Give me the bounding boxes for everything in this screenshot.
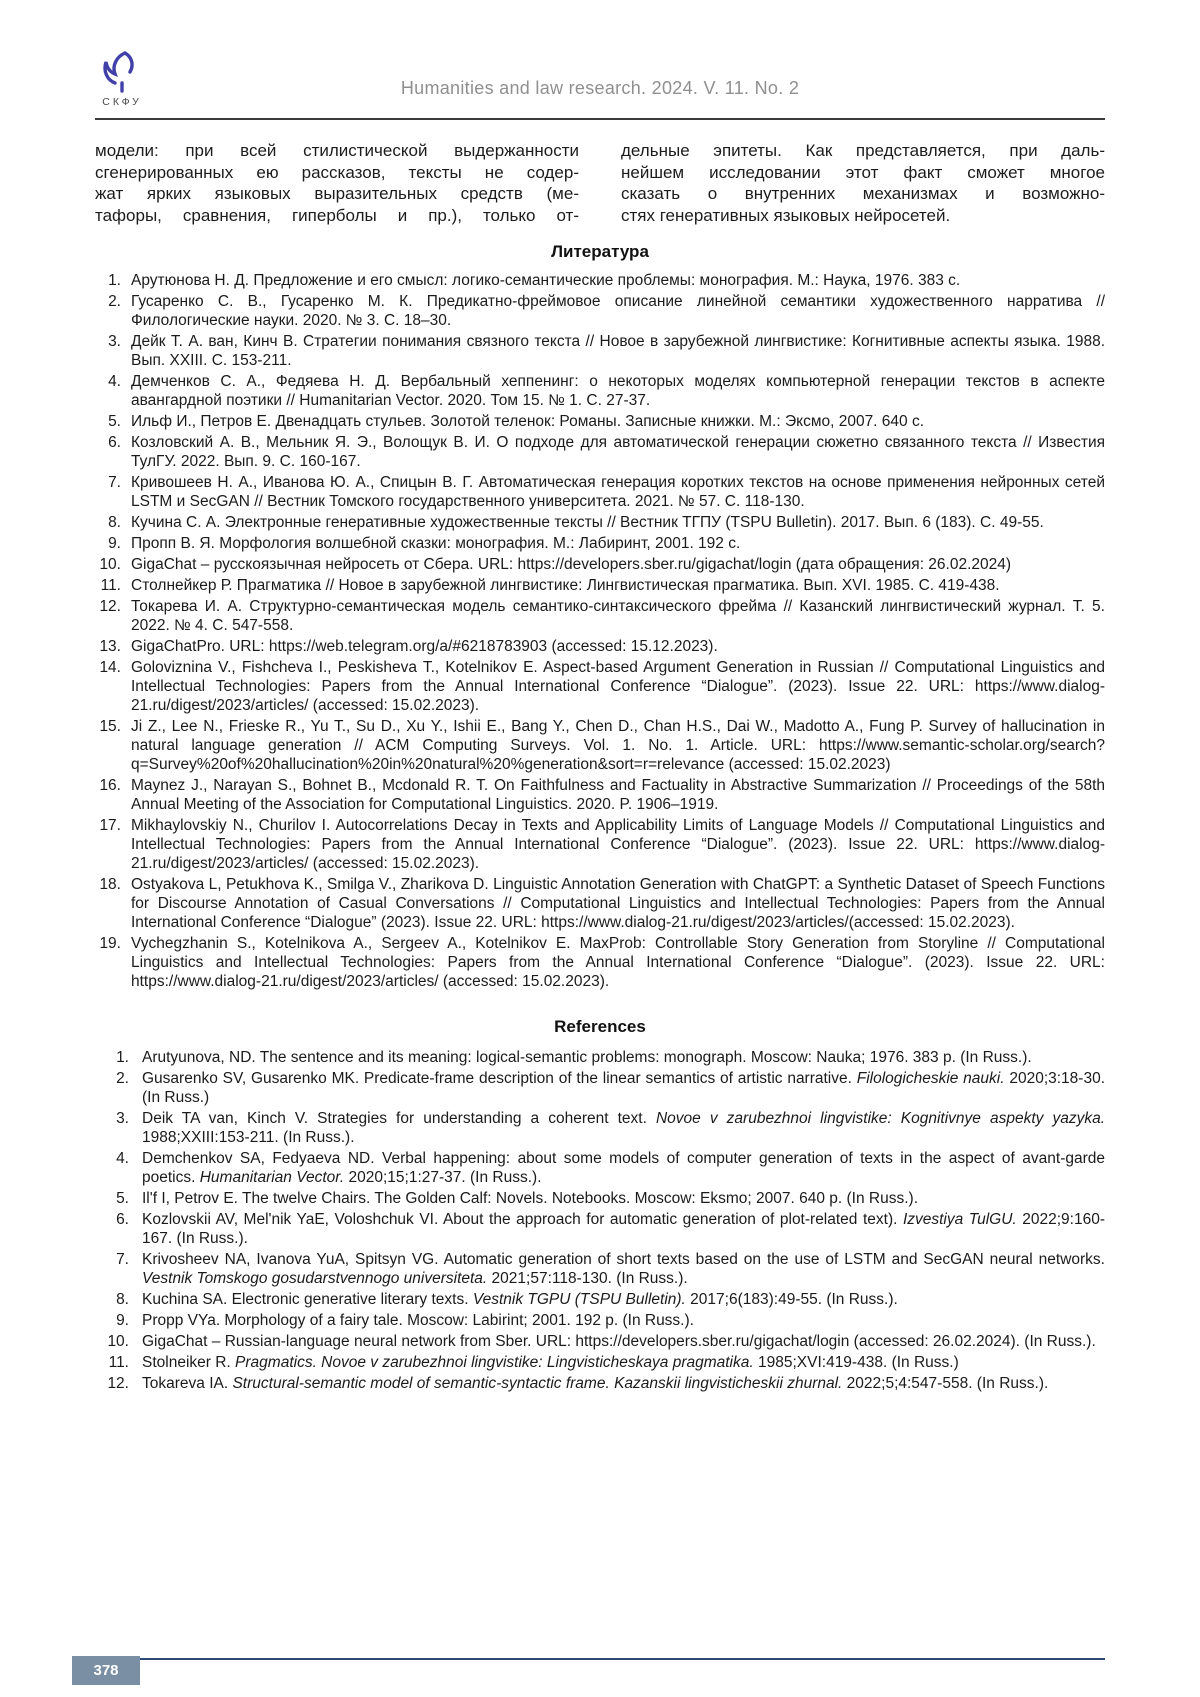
reference-text: Демченков С. А., Федяева Н. Д. Вербальный хеппенинг: о некоторых моделях компьютерной генерации текстов в аспекте авангардной поэтики // Humanitarian Vector. 2020. Том 15. № 1. С. 27-37. — [131, 373, 1105, 409]
page-content — [95, 140, 1105, 1395]
reference-text: Ji Z., Lee N., Frieske R., Yu T., Su D., Xu Y., Ishii E., Bang Y., Chen D., Chan H.S., Dai W., Madotto A., Fung P. Survey of hallucination in natural language generation // ACM Computing Surveys. Vol. 1. No. 1. Article. URL: https://www.semantic-scholar.org/search?q=Survey%20of%20hallucination%20in%20natural%20%generation&sort=r=relevance (accessed: 15.02.2023) — [131, 718, 1105, 773]
reference-item — [95, 1311, 1105, 1330]
article-body-text — [95, 140, 1105, 226]
reference-number: 15. — [99, 718, 121, 735]
reference-number: 9. — [116, 1312, 129, 1329]
reference-item — [95, 1353, 1105, 1372]
reference-number: 4. — [116, 1150, 129, 1167]
reference-number: 19. — [99, 935, 121, 952]
text-line: стях генеративных языковых нейросетей. — [621, 205, 951, 225]
reference-item — [95, 271, 1105, 290]
reference-text: Vychegzhanin S., Kotelnikova A., Sergeev A., Kotelnikov E. MaxProb: Controllable Story Generation from Storyline // Computational Linguistics and Intellectual Technologies: Papers from the Annual International Conference “Dialogue”. (2023). Issue 22. URL: https://www.dialog-21.ru/digest/2023/articles/ (accessed: 15.02.2023). — [131, 935, 1105, 990]
reference-text: Ostyakova L, Petukhova K., Smilga V., Zharikova D. Linguistic Annotation Generation with ChatGPT: a Synthetic Dataset of Speech Functions for Discourse Annotation of Casual Conversations // Computational Linguistics and Intellectual Technologies: Papers from the Annual International Conference “Dialogue” (2023). Issue 22. URL: https://www.dialog-21.ru/digest/2023/articles/(accessed: 15.02.2023). — [131, 876, 1105, 931]
reference-number: 11. — [100, 577, 121, 594]
reference-item — [95, 1149, 1105, 1187]
reference-text: Kozlovskii AV, Mel'nik YaE, Voloshchuk VI. About the approach for automatic generation of plot-related text). Izvestiya TulGU. 2022;9:160-167. (In Russ.). — [142, 1211, 1106, 1247]
reference-item — [95, 1210, 1105, 1248]
reference-text: Дейк Т. А. ван, Кинч В. Стратегии понимания связного текста // Новое в зарубежной лингвистике: Когнитивные аспекты языка. 1988. Вып. XXIII. С. 153-211. — [131, 333, 1105, 369]
reference-text: Demchenkov SA, Fedyaeva ND. Verbal happening: about some models of computer generation of texts in the aspect of avant-garde poetics. Humanitarian Vector. 2020;15;1:27-37. (In Russ.). — [142, 1150, 1105, 1186]
reference-number: 10. — [107, 1333, 129, 1350]
reference-text: Столнейкер Р. Прагматика // Новое в зарубежной лингвистике: Лингвистическая прагматика. Вып. XVI. 1985. С. 419-438. — [131, 577, 1000, 594]
reference-number: 5. — [116, 1190, 129, 1207]
reference-number: 3. — [116, 1110, 129, 1127]
text-line: сказать о внутренних механизмах и возможно- — [621, 184, 1105, 203]
reference-text: Krivosheev NA, Ivanova YuA, Spitsyn VG. Automatic generation of short texts based on the use of LSTM and SecGAN neural networks. Vestnik Tomskogo gosudarstvennogo universiteta. 2021;57:118-130. (In Russ.). — [142, 1251, 1105, 1287]
footer-divider — [140, 1658, 1105, 1660]
reference-number: 10. — [99, 556, 121, 573]
reference-item — [95, 473, 1105, 511]
reference-text: GigaChat – Russian-language neural network from Sber. URL: https://developers.sber.ru/gigachat/login (accessed: 26.02.2024). (In Russ.). — [142, 1333, 1096, 1350]
reference-number: 5. — [108, 413, 121, 430]
reference-item — [95, 597, 1105, 635]
reference-text: Stolneiker R. Pragmatics. Novoe v zarubezhnoi lingvistike: Lingvisticheskaya pragmatika. 1985;XVI:419-438. (In Russ.) — [142, 1354, 959, 1371]
reference-text: Goloviznina V., Fishcheva I., Peskisheva T., Kotelnikov E. Aspect-based Argument Generation in Russian // Computational Linguistics and Intellectual Technologies: Papers from the Annual International Conference “Dialogue”. (2023). Issue 22. URL: https://www.dialog-21.ru/digest/2023/articles/ (accessed: 15.02.2023). — [131, 659, 1105, 714]
reference-item — [95, 875, 1105, 932]
reference-text: Арутюнова Н. Д. Предложение и его смысл: логико-семантические проблемы: монография. М.: Наука, 1976. 383 с. — [131, 272, 961, 289]
reference-number: 14. — [99, 659, 121, 676]
reference-item — [95, 776, 1105, 814]
reference-item — [95, 332, 1105, 370]
reference-text: Гусаренко С. В., Гусаренко М. К. Предикатно-фреймовое описание линейной семантики художественного нарратива // Филологические науки. 2020. № 3. С. 18–30. — [131, 293, 1105, 329]
text-line: нейшем исследовании этот факт сможет многое — [621, 162, 1105, 182]
reference-number: 12. — [99, 598, 121, 615]
intro-column-right — [621, 140, 1105, 226]
reference-number: 13. — [99, 638, 121, 655]
reference-text: GigaChat – русскоязычная нейросеть от Сбера. URL: https://developers.sber.ru/gigachat/login (дата обращения: 26.02.2024) — [131, 556, 1012, 573]
references-list — [95, 1048, 1105, 1393]
reference-number: 8. — [108, 514, 121, 531]
reference-text: Gusarenko SV, Gusarenko MK. Predicate-frame description of the linear semantics of artistic narrative. Filologicheskie nauki. 2020;3:18-30. (In Russ.) — [142, 1070, 1106, 1106]
reference-text: Кучина С. А. Электронные генеративные художественные тексты // Вестник ТГПУ (TSPU Bulletin). 2017. Вып. 6 (183). С. 49-55. — [131, 514, 1044, 531]
reference-text: Токарева И. А. Структурно-семантическая модель семантико-синтаксического фрейма // Казанский лингвистический журнал. Т. 5. 2022. № 4. С. 547-558. — [131, 598, 1105, 634]
reference-text: Propp VYa. Morphology of a fairy tale. Moscow: Labirint; 2001. 192 p. (In Russ.). — [142, 1312, 694, 1329]
reference-number: 2. — [108, 293, 121, 310]
reference-text: Пропп В. Я. Морфология волшебной сказки: монография. М.: Лабиринт, 2001. 192 с. — [131, 535, 741, 552]
reference-item — [95, 816, 1105, 873]
reference-item — [95, 1374, 1105, 1393]
reference-item — [95, 1048, 1105, 1067]
intro-column-left — [95, 140, 579, 226]
reference-text: Козловский А. В., Мельник Я. Э., Волощук В. И. О подходе для автоматической генерации сюжетно связанного текста // Известия ТулГУ. 2022. Вып. 9. С. 160-167. — [131, 434, 1105, 470]
reference-item — [95, 372, 1105, 410]
text-line: жат ярких языковых выразительных средств (ме- — [95, 184, 579, 203]
reference-number: 2. — [116, 1070, 129, 1087]
reference-number: 18. — [99, 876, 121, 893]
reference-number: 9. — [108, 535, 121, 552]
reference-item — [95, 555, 1105, 574]
reference-item — [95, 513, 1105, 532]
reference-number: 1. — [116, 1049, 129, 1066]
header-divider — [95, 118, 1105, 120]
reference-text: Ильф И., Петров Е. Двенадцать стульев. Золотой теленок: Романы. Записные книжки. М.: Эксмо, 2007. 640 с. — [131, 413, 925, 430]
reference-text: Il'f I, Petrov E. The twelve Chairs. The Golden Calf: Novels. Notebooks. Moscow: Eksmo; 2007. 640 p. (In Russ.). — [142, 1190, 918, 1207]
literature-heading: Литература — [551, 242, 649, 261]
reference-item — [95, 1189, 1105, 1208]
reference-text: Arutyunova, ND. The sentence and its meaning: logical-semantic problems: monograph. Moscow: Nauka; 1976. 383 p. (In Russ.). — [142, 1049, 1032, 1066]
reference-number: 6. — [116, 1211, 129, 1228]
reference-item — [95, 658, 1105, 715]
reference-number: 12. — [107, 1375, 129, 1392]
reference-text: Deik TA van, Kinch V. Strategies for understanding a coherent text. Novoe v zarubezhnoi lingvistike: Kognitivnye aspekty yazyka. 1988;XXIII:153-211. (In Russ.). — [142, 1110, 1105, 1146]
reference-item — [95, 1250, 1105, 1288]
reference-item — [95, 534, 1105, 553]
text-line: модели: при всей стилистической выдержанности — [95, 141, 579, 160]
journal-title: Humanities and law research. 2024. V. 11. No. 2 — [400, 78, 800, 98]
reference-item — [95, 412, 1105, 431]
reference-number: 1. — [108, 272, 121, 289]
reference-number: 6. — [108, 434, 121, 451]
reference-text: GigaChatPro. URL: https://web.telegram.org/a/#6218783903 (accessed: 15.12.2023). — [131, 638, 718, 655]
text-line: тафоры, сравнения, гиперболы и пр.), только от- — [95, 205, 579, 225]
reference-item — [95, 576, 1105, 595]
reference-number: 8. — [116, 1291, 129, 1308]
reference-item — [95, 1332, 1105, 1351]
reference-text: Tokareva IA. Structural-semantic model of semantic-syntactic frame. Kazanskii lingvisticheskii zhurnal. 2022;5;4:547-558. (In Russ.). — [142, 1375, 1049, 1392]
reference-item — [95, 934, 1105, 991]
reference-item — [95, 1109, 1105, 1147]
text-line: сгенерированных ею рассказов, тексты не содер- — [95, 162, 579, 182]
reference-text: Kuchina SA. Electronic generative literary texts. Vestnik TGPU (TSPU Bulletin). 2017;6(183):49-55. (In Russ.). — [142, 1291, 898, 1308]
references-heading: References — [554, 1017, 646, 1036]
reference-number: 7. — [116, 1251, 129, 1268]
logo-text: СКФУ — [102, 96, 142, 108]
reference-item — [95, 1290, 1105, 1309]
reference-item — [95, 1069, 1105, 1107]
reference-text: Mikhaylovskiy N., Churilov I. Autocorrelations Decay in Texts and Applicability Limits of Language Models // Computational Linguistics and Intellectual Technologies: Papers from the Annual International Conference “Dialogue”. (2023). Issue 22. URL: https://www.dialog-21.ru/digest/2023/articles/ (accessed: 15.02.2023). — [131, 817, 1105, 872]
reference-text: Maynez J., Narayan S., Bohnet B., Mcdonald R. T. On Faithfulness and Factuality in Abstractive Summarization // Proceedings of the 58th Annual Meeting of the Association for Computational Linguistics. 2020. P. 1906–1919. — [131, 777, 1105, 813]
reference-item — [95, 717, 1105, 774]
reference-number: 3. — [108, 333, 121, 350]
reference-item — [95, 292, 1105, 330]
page-number-badge: 378 — [72, 1656, 140, 1685]
reference-item — [95, 637, 1105, 656]
reference-number: 7. — [108, 474, 121, 491]
literature-list — [95, 271, 1105, 991]
text-line: дельные эпитеты. Как представляется, при даль- — [621, 141, 1105, 160]
reference-number: 17. — [99, 817, 121, 834]
reference-text: Кривошеев Н. А., Иванова Ю. А., Спицын В. Г. Автоматическая генерация коротких текстов на основе применения нейронных сетей LSTM и SecGAN // Вестник Томского государственного университета. 2021. № 57. С. 118-130. — [131, 474, 1105, 510]
reference-number: 16. — [99, 777, 121, 794]
reference-number: 11. — [108, 1354, 129, 1371]
reference-item — [95, 433, 1105, 471]
reference-number: 4. — [108, 373, 121, 390]
